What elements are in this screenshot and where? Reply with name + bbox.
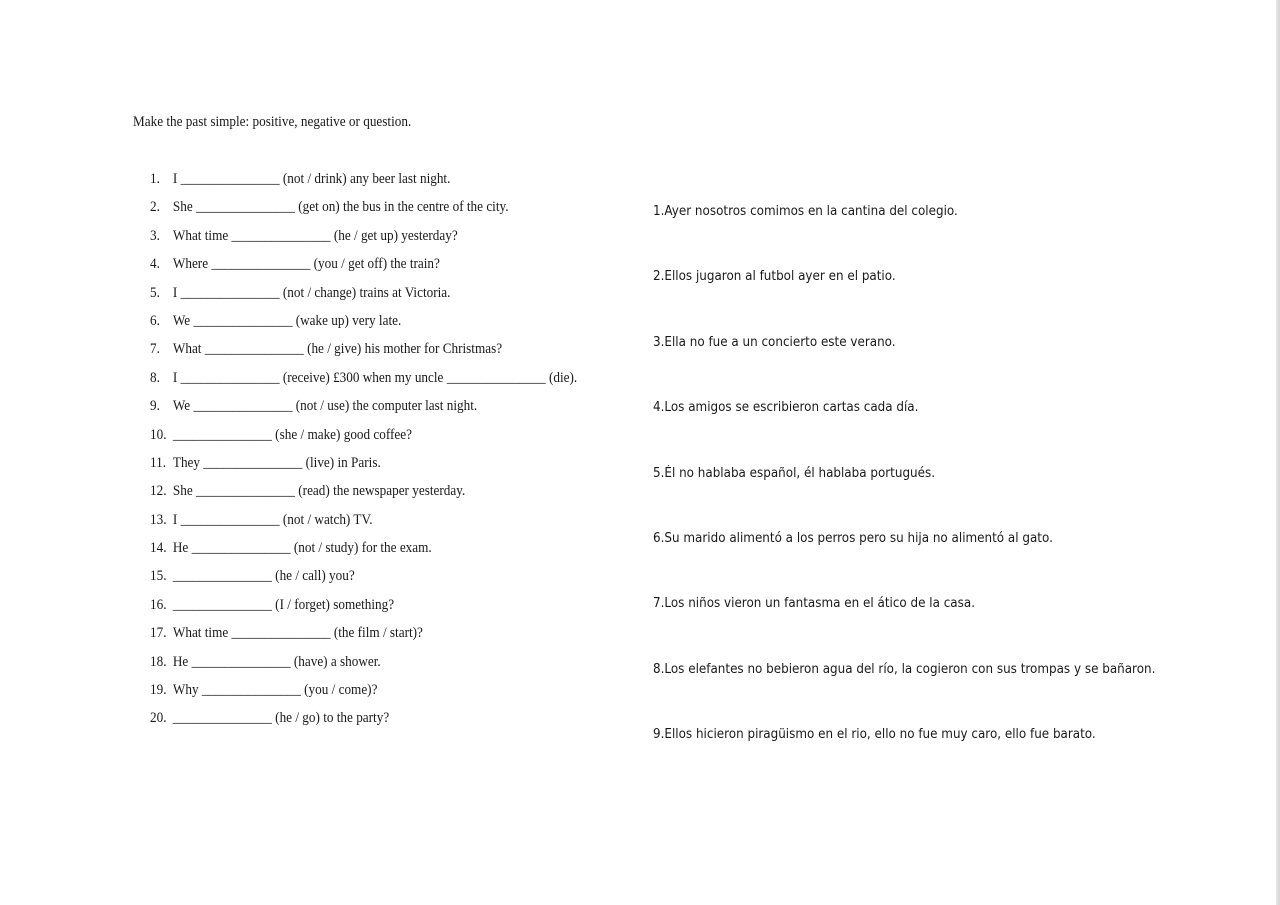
exercise-item: [150, 483, 577, 511]
exercise-text: What time _______________ (he / get up) yesterday?: [172, 227, 458, 244]
exercise-number: 9.: [150, 398, 160, 415]
exercise-item: [150, 171, 577, 199]
spanish-sentence: 9.Ellos hicieron piragüismo en el rio, ello no fue muy caro, ello fue barato.: [653, 727, 1096, 743]
exercise-text: She _______________ (get on) the bus in the centre of the city.: [172, 199, 509, 216]
exercise-instruction: Make the past simple: positive, negative or question.: [133, 114, 412, 130]
exercise-text: She _______________ (read) the newspaper yesterday.: [172, 483, 466, 500]
exercise-list: [150, 171, 636, 739]
exercise-item: [150, 285, 577, 313]
exercise-number: 14.: [150, 540, 167, 557]
exercise-number: 1.: [150, 171, 160, 187]
spanish-sentence: 3.Ella no fue a un concierto este verano.: [653, 334, 896, 350]
spanish-sentence-list: [653, 204, 1199, 793]
spanish-sentence: 1.Ayer nosotros comimos en la cantina del colegio.: [653, 204, 958, 219]
exercise-text: What _______________ (he / give) his mother for Christmas?: [172, 341, 503, 358]
exercise-item: [150, 228, 577, 256]
spanish-sentence: 7.Los niños vieron un fantasma en el ático de la casa.: [653, 596, 976, 612]
spanish-sentence: 2.Ellos jugaron al futbol ayer en el patio.: [653, 269, 896, 285]
exercise-item: [150, 341, 577, 369]
exercise-number: 2.: [150, 199, 160, 216]
spanish-sentence: 5.Él no hablaba español, él hablaba portugués.: [653, 465, 936, 481]
exercise-text: They _______________ (live) in Paris.: [172, 454, 381, 471]
exercise-number: 5.: [150, 284, 160, 301]
exercise-item: [150, 710, 577, 738]
exercise-item: [150, 512, 577, 540]
exercise-text: _______________ (he / call) you?: [172, 568, 355, 585]
exercise-number: 7.: [150, 341, 160, 358]
exercise-text: We _______________ (not / use) the computer last night.: [172, 398, 478, 415]
exercise-item: [150, 597, 577, 625]
exercise-item: [150, 398, 577, 426]
exercise-number: 19.: [150, 682, 167, 699]
exercise-item: [150, 370, 577, 398]
exercise-number: 3.: [150, 227, 160, 244]
page-edge-divider: [1276, 0, 1280, 905]
exercise-item: [150, 199, 577, 227]
exercise-item: [150, 540, 577, 568]
exercise-number: 11.: [150, 454, 167, 471]
exercise-item: [150, 256, 577, 284]
exercise-text: He _______________ (not / study) for the exam.: [172, 540, 432, 557]
exercise-item: [150, 682, 577, 710]
exercise-text: _______________ (she / make) good coffee?: [172, 426, 413, 443]
exercise-text: _______________ (he / go) to the party?: [172, 710, 390, 727]
exercise-item: [150, 625, 577, 653]
exercise-number: 4.: [150, 256, 160, 273]
exercise-text: I _______________ (not / drink) any beer last night.: [172, 171, 451, 187]
exercise-item: [150, 654, 577, 682]
exercise-item: [150, 313, 577, 341]
exercise-text: Where _______________ (you / get off) the train?: [172, 256, 440, 273]
exercise-text: He _______________ (have) a shower.: [172, 653, 381, 670]
exercise-text: We _______________ (wake up) very late.: [172, 312, 402, 329]
spanish-sentence: 8.Los elefantes no bebieron agua del río, la cogieron con sus trompas y se bañaron.: [653, 661, 1156, 677]
exercise-number: 18.: [150, 653, 167, 670]
exercise-number: 6.: [150, 312, 160, 329]
exercise-text: What time _______________ (the film / start)?: [172, 625, 423, 642]
exercise-item: [150, 455, 577, 483]
exercise-number: 13.: [150, 511, 167, 528]
exercise-text: I _______________ (not / change) trains at Victoria.: [172, 284, 451, 301]
exercise-number: 15.: [150, 568, 167, 585]
exercise-number: 20.: [150, 710, 167, 727]
exercise-number: 16.: [150, 596, 167, 613]
exercise-number: 8.: [150, 369, 160, 386]
exercise-text: Why _______________ (you / come)?: [172, 682, 378, 699]
spanish-sentence: 4.Los amigos se escribieron cartas cada día.: [653, 400, 919, 416]
exercise-number: 12.: [150, 483, 167, 500]
exercise-item: [150, 427, 577, 455]
exercise-text: I _______________ (not / watch) TV.: [172, 511, 373, 528]
exercise-text: I _______________ (receive) £300 when my uncle _______________ (die).: [172, 369, 578, 386]
exercise-item: [150, 568, 577, 596]
exercise-text: _______________ (I / forget) something?: [172, 596, 395, 613]
exercise-number: 10.: [150, 426, 167, 443]
spanish-sentence: 6.Su marido alimentó a los perros pero su hija no alimentó al gato.: [653, 530, 1053, 546]
exercise-number: 17.: [150, 625, 167, 642]
